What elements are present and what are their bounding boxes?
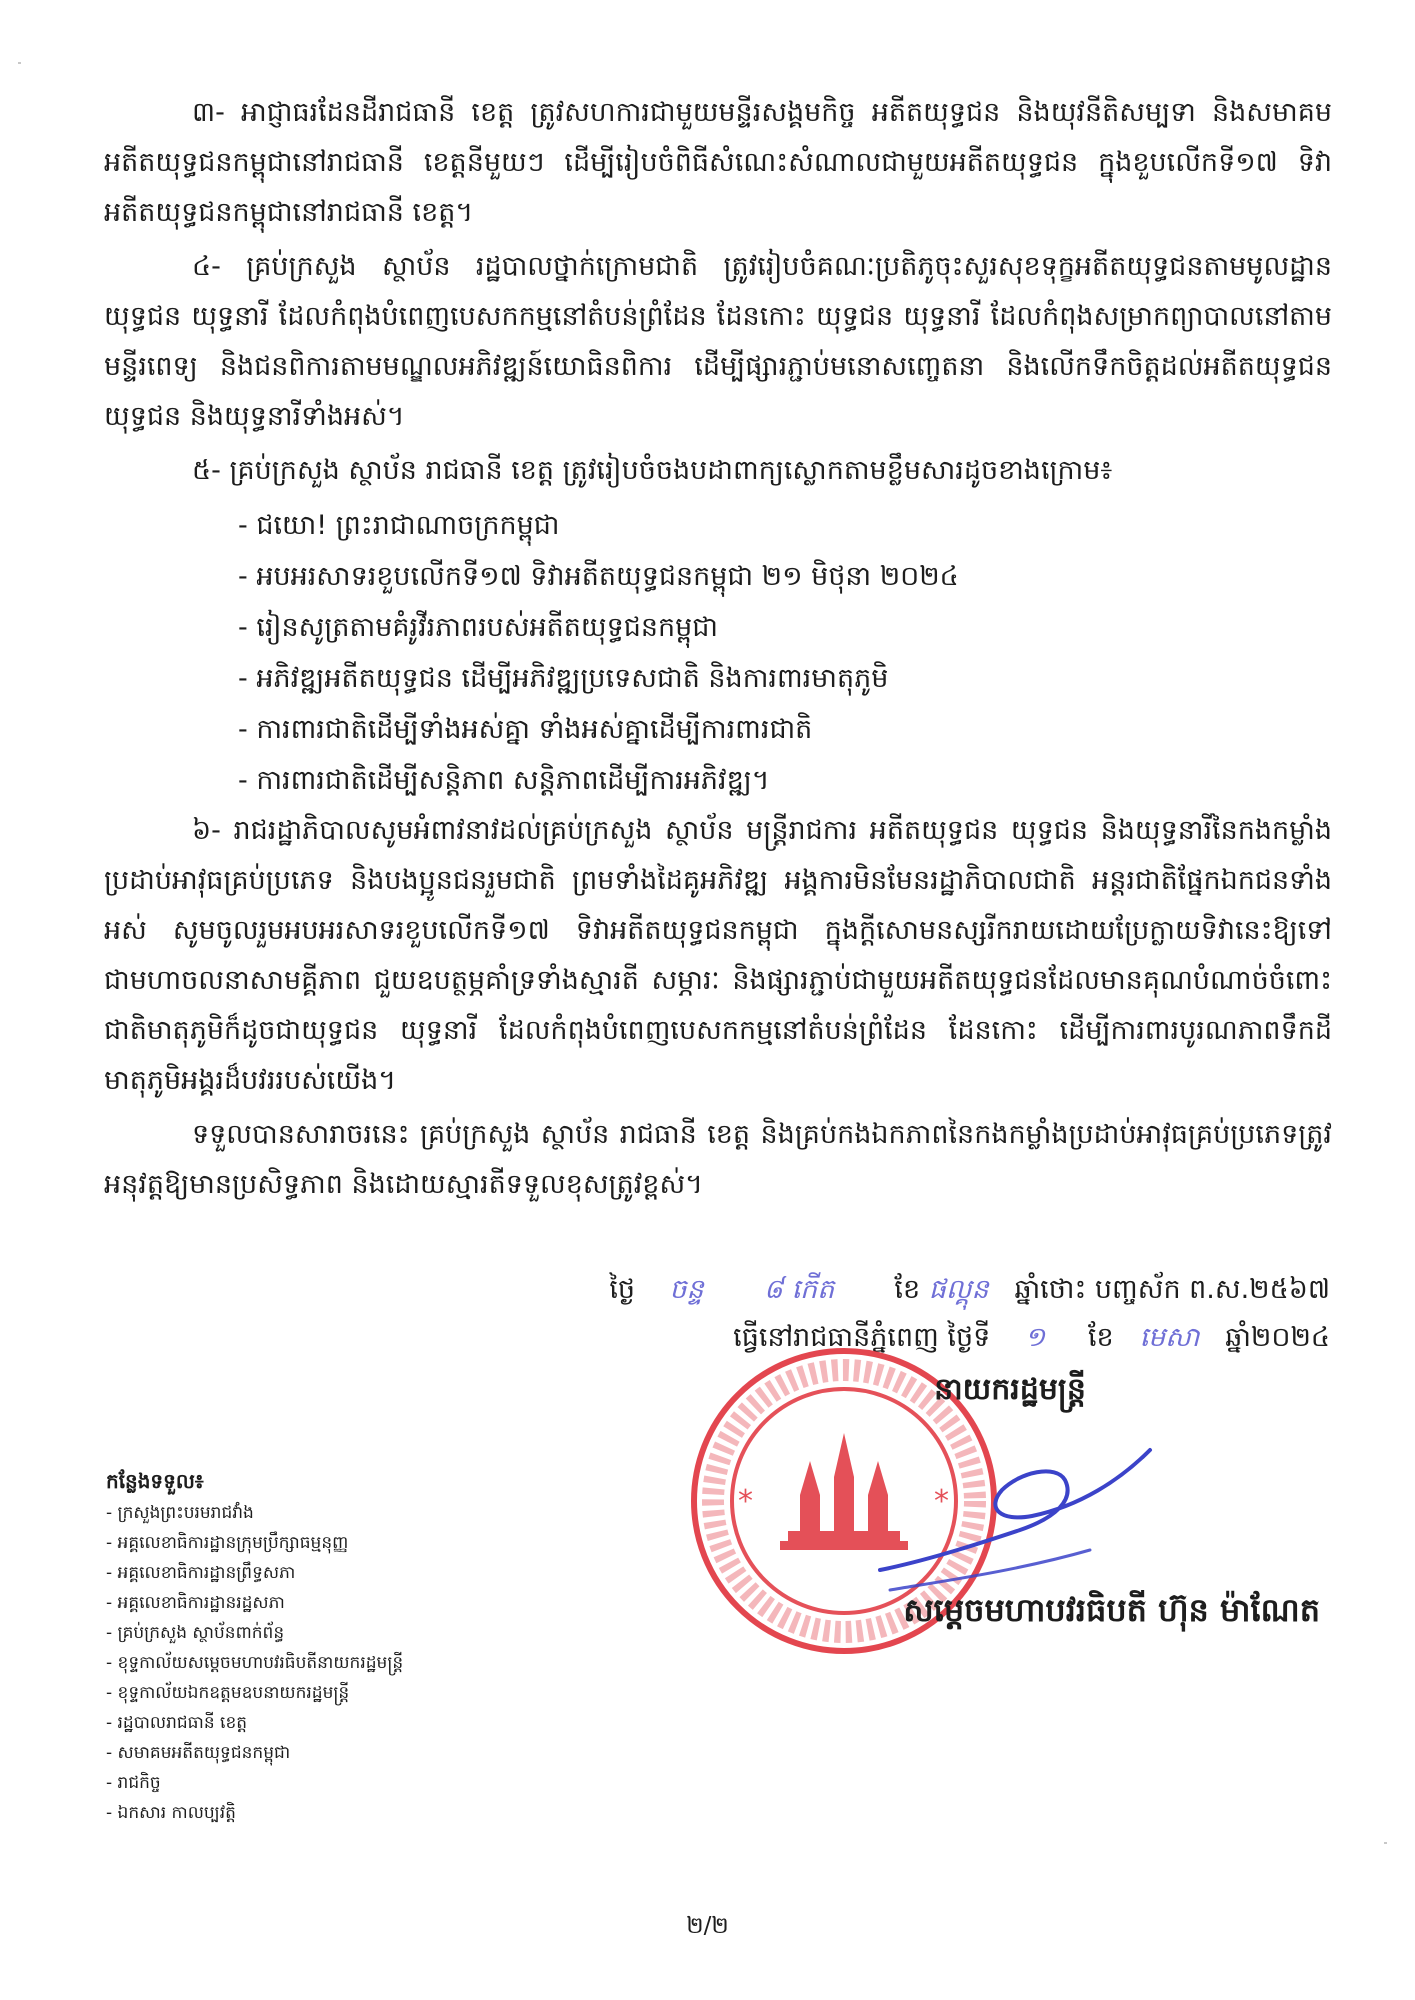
lunar-year: ឆ្នាំថោះ បញ្ចស័ក ព.ស.២៥៦៧ — [1014, 1274, 1330, 1305]
slogan-item: - ជយោ! ព្រះរាជាណាចក្រកម្ពុជា — [238, 510, 560, 541]
recipient-item: - អគ្គលេខាធិការដ្ឋានព្រឹទ្ធសភា — [106, 1563, 296, 1583]
lunar-day-handwritten: ៨ កើត — [763, 1274, 835, 1305]
paragraph-5: ៥- គ្រប់ក្រសួង ស្ថាប័ន រាជធានី ខេត្ត ត្រូវរៀបចំចងបដាពាក្យស្លោកតាមខ្លឹមសារដូចខាងក្រោម៖ — [192, 455, 1113, 486]
recipient-item: - អគ្គលេខាធិការដ្ឋានរដ្ឋសភា — [106, 1593, 285, 1613]
weekday-handwritten: ចន្ទ — [669, 1274, 704, 1305]
paragraph-4: ៤- គ្រប់ក្រសួង ស្ថាប័ន រដ្ឋបាលថ្នាក់ក្រោមជាតិ ត្រូវរៀបចំគណៈប្រតិភូចុះសួរសុខទុក្ខអតីតយុទ្ធជនតាមមូលដ្ឋានយុទ្ធជន យុទ្ធនារី ដែលកំពុងបំពេញបេសកកម្មនៅតំបន់ព្រំដែន ដែនកោះ យុទ្ធជន យុទ្ធនារី ដែលកំពុងសម្រាកព្យាបាលនៅតាមមន្ទីរពេទ្យ និងជនពិការតាមមណ្ឌលអភិវឌ្ឍន៍យោធិនពិការ ដើម្បីផ្សារភ្ជាប់មនោសញ្ចេតនា និងលើកទឹកចិត្តដល់អតីតយុទ្ធជន យុទ្ធជន និងយុទ្ធនារីទាំងអស់។ — [104, 251, 1332, 432]
recipients-block — [106, 1466, 666, 1828]
month-handwritten: មេសា — [1139, 1322, 1200, 1353]
year: ឆ្នាំ២០២៤ — [1225, 1322, 1330, 1353]
recipient-item: - ខុទ្ទកាល័យសម្តេចមហាបវរធិបតីនាយករដ្ឋមន្ត្រី — [106, 1653, 404, 1673]
svg-text:*: * — [934, 1484, 949, 1519]
slogan-item: - អបអរសាទរខួបលើកទី១៧ ទិវាអតីតយុទ្ធជនកម្ពុជា ២១ មិថុនា ២០២៤ — [238, 561, 959, 592]
recipient-item: - រាជកិច្ច — [106, 1773, 161, 1793]
recipient-item: - ក្រសួងព្រះបរមរាជវាំង — [106, 1503, 254, 1523]
slogan-item: - ការពារជាតិដើម្បីសន្តិភាព សន្តិភាពដើម្បីការអភិវឌ្ឍ។ — [238, 765, 770, 796]
recipient-item: - គ្រប់ក្រសួង ស្ថាប័នពាក់ព័ន្ធ — [106, 1623, 285, 1643]
paragraph-3: ៣- អាជ្ញាធរដែនដីរាជធានី ខេត្ត ត្រូវសហការជាមួយមន្ទីរសង្គមកិច្ច អតីតយុទ្ធជន និងយុវនីតិសម្បទា និងសមាគមអតីតយុទ្ធជនកម្ពុជានៅរាជធានី ខេត្តនីមួយៗ ដើម្បីរៀបចំពិធីសំណេះសំណាលជាមួយអតីតយុទ្ធជន ក្នុងខួបលើកទី១៧ ទិវាអតីតយុទ្ធជនកម្ពុជានៅរាជធានី ខេត្ត។ — [104, 97, 1332, 228]
lunar-month-handwritten: ផល្គុន — [928, 1274, 989, 1305]
signer-name: សម្តេចមហាបវរធិបតី ហ៊ុន ម៉ាណែត — [903, 1591, 1320, 1629]
month-label: ខែ — [1087, 1322, 1114, 1353]
signer-title: នាយករដ្ឋមន្ត្រី — [934, 1372, 1086, 1407]
recipient-item: - ខុទ្ទកាល័យឯកឧត្តមឧបនាយករដ្ឋមន្ត្រី — [106, 1683, 350, 1703]
recipient-item: - ឯកសារ កាលប្បវត្តិ — [106, 1803, 236, 1823]
recipients-title: កន្លែងទទួល៖ — [106, 1469, 204, 1493]
scan-speck — [18, 62, 21, 64]
svg-text:*: * — [738, 1484, 753, 1519]
slogan-list — [104, 500, 1332, 806]
slogan-item: - ការពារជាតិដើម្បីទាំងអស់គ្នា ទាំងអស់គ្នាដើម្បីការពារជាតិ — [238, 714, 813, 745]
recipient-item: - សមាគមអតីតយុទ្ធជនកម្ពុជា — [106, 1743, 291, 1763]
month-label: ខែ — [894, 1274, 921, 1305]
slogan-item: - អភិវឌ្ឍអតីតយុទ្ធជន ដើម្បីអភិវឌ្ឍប្រទេសជាតិ និងការពារមាតុភូមិ — [238, 663, 889, 694]
page-number: ២/២ — [686, 1913, 729, 1939]
recipients-list — [106, 1498, 666, 1828]
closing-paragraph: ទទួលបានសារាចរនេះ គ្រប់ក្រសួង ស្ថាប័ន រាជធានី ខេត្ត និងគ្រប់កងឯកភាពនៃកងកម្លាំងប្រដាប់អាវុធគ្រប់ប្រភេទត្រូវអនុវត្តឱ្យមានប្រសិទ្ធភាព និងដោយស្មារតីទទួលខុសត្រូវខ្ពស់។ — [104, 1119, 1332, 1200]
letter-body — [104, 88, 1332, 1214]
slogan-item: - រៀនសូត្រតាមគំរូវីរភាពរបស់អតីតយុទ្ធជនកម្ពុជា — [238, 612, 719, 643]
paragraph-6: ៦- រាជរដ្ឋាភិបាលសូមអំពាវនាវដល់គ្រប់ក្រសួង ស្ថាប័ន មន្ត្រីរាជការ អតីតយុទ្ធជន យុទ្ធជន និងយុទ្ធនារីនៃកងកម្លាំងប្រដាប់អាវុធគ្រប់ប្រភេទ និងបងប្អូនជនរួមជាតិ ព្រមទាំងដៃគូអភិវឌ្ឍ អង្គការមិនមែនរដ្ឋាភិបាលជាតិ អន្តរជាតិផ្នែកឯកជនទាំងអស់ សូមចូលរួមអបអរសាទរខួបលើកទី១៧ ទិវាអតីតយុទ្ធជនកម្ពុជា ក្នុងក្ដីសោមនស្សរីករាយដោយប្រែក្លាយទិវានេះឱ្យទៅជាមហាចលនាសាមគ្គីភាព ជួយឧបត្ថម្ភគាំទ្រទាំងស្មារតី សម្ភារៈ និងផ្សារភ្ជាប់ជាមួយអតីតយុទ្ធជនដែលមានគុណបំណាច់ចំពោះជាតិមាតុភូមិក៏ដូចជាយុទ្ធជន យុទ្ធនារី ដែលកំពុងបំពេញបេសកកម្មនៅតំបន់ព្រំដែន ដែនកោះ ដើម្បីការពារបូរណភាពទឹកដីមាតុភូមិអង្គរដ៏បវររបស់យើង។ — [104, 815, 1332, 1096]
recipient-item: - រដ្ឋបាលរាជធានី ខេត្ត — [106, 1713, 248, 1733]
day-handwritten: ១ — [1024, 1322, 1046, 1353]
recipient-item: - អគ្គលេខាធិការដ្ឋានក្រុមប្រឹក្សាធម្មនុញ្ញ — [106, 1533, 349, 1553]
day-label: ថ្ងៃ — [609, 1274, 636, 1305]
place-prefix: ធ្វើនៅរាជធានីភ្នំពេញ ថ្ងៃទី — [733, 1322, 991, 1353]
scan-speck — [1384, 1842, 1387, 1844]
lunar-date-line — [530, 1268, 1330, 1312]
